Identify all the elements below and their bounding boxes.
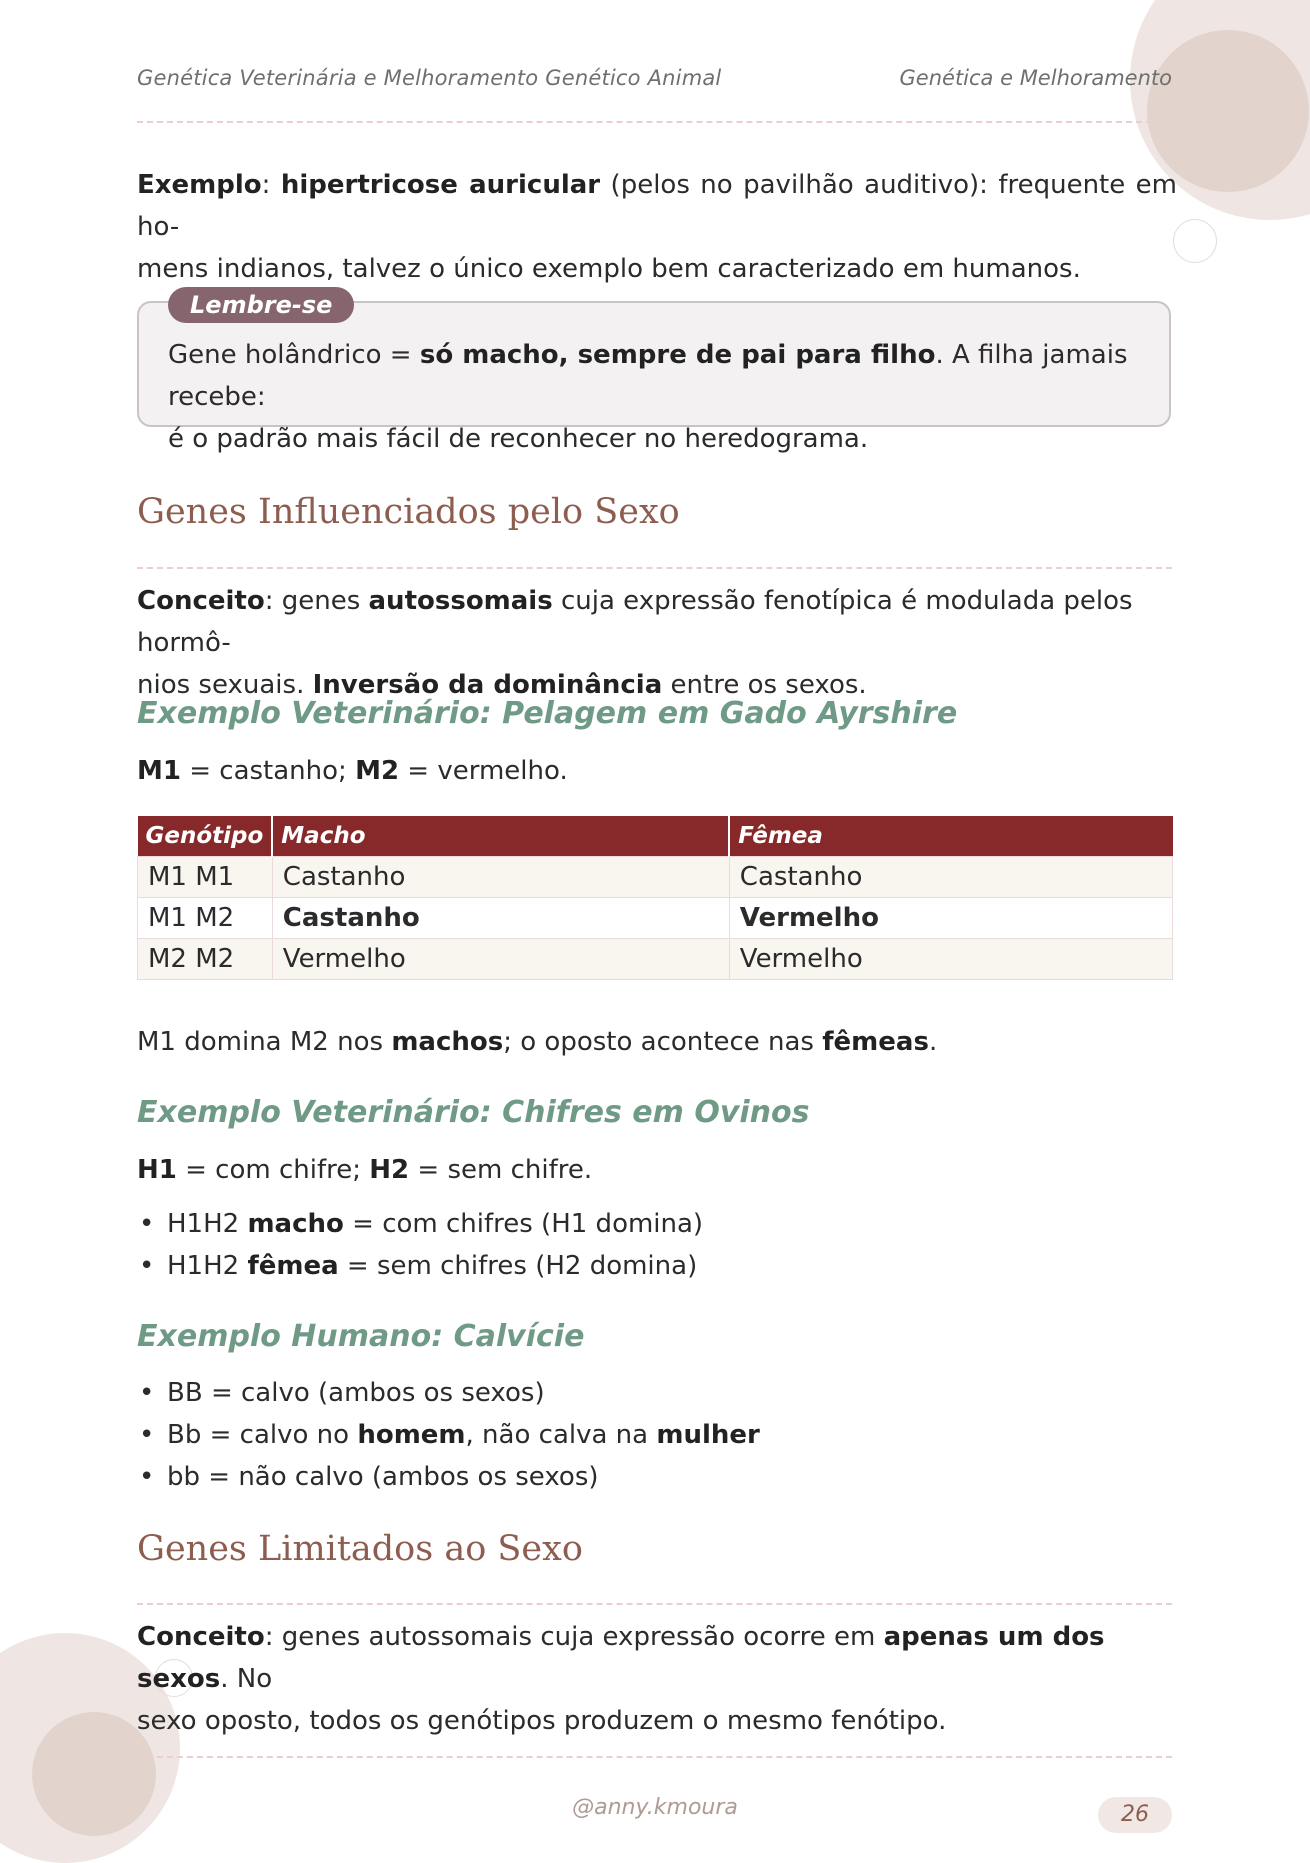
- running-header-left: Genética Veterinária e Melhoramento Genético Animal: [137, 66, 722, 90]
- table-cell: Vermelho: [729, 939, 1172, 980]
- allele-definition-h: H1 = com chifre; H2 = sem chifre.: [137, 1155, 593, 1185]
- subheading-ayrshire: Exemplo Veterinário: Pelagem em Gado Ayrshire: [137, 696, 958, 731]
- subheading-baldness: Exemplo Humano: Calvície: [137, 1319, 585, 1354]
- table-cell: Vermelho: [272, 939, 729, 980]
- table-cell: M2 M2: [138, 939, 273, 980]
- table-cell: Castanho: [272, 857, 729, 898]
- concept-paragraph-influenced: Conceito: genes autossomais cuja expressão fenotípica é modulada pelos hormô- nios sexuais. Inversão da dominância entre os sexos.: [137, 586, 1133, 700]
- table-cell: Castanho: [272, 898, 729, 939]
- remember-text: Gene holândrico = só macho, sempre de pai para filho. A filha jamais recebe: é o padrão mais fácil de reconhecer no heredograma.: [168, 340, 1128, 454]
- dominance-note: M1 domina M2 nos machos; o oposto acontece nas fêmeas.: [137, 1027, 938, 1057]
- concept-paragraph-limited: Conceito: genes autossomais cuja expressão ocorre em apenas um dos sexos. No sexo oposto, todos os genótipos produzem o mesmo fenótipo.: [137, 1622, 1105, 1736]
- list-item: • H1H2 macho = com chifres (H1 domina): [137, 1203, 703, 1245]
- table-cell: Vermelho: [729, 898, 1172, 939]
- list-item: • bb = não calvo (ambos os sexos): [137, 1456, 760, 1498]
- subheading-horns: Exemplo Veterinário: Chifres em Ovinos: [137, 1095, 810, 1130]
- list-item: • H1H2 fêmea = sem chifres (H2 domina): [137, 1245, 703, 1287]
- table-header-female: Fêmea: [729, 816, 1172, 857]
- example-paragraph: Exemplo: hipertricose auricular (pelos no pavilhão auditivo): frequente em ho- mens indianos, talvez o único exemplo bem caracterizado em humanos.: [137, 170, 1178, 284]
- remember-tag: Lembre-se: [168, 287, 354, 323]
- footer-divider: [137, 1756, 1172, 1758]
- allele-definition-m: M1 = castanho; M2 = vermelho.: [137, 756, 568, 786]
- table-cell: M1 M2: [138, 898, 273, 939]
- table-row: [138, 939, 1173, 980]
- baldness-list: [137, 1372, 760, 1498]
- decor-ring-top-right: [1173, 219, 1217, 263]
- running-header-right: Genética e Melhoramento: [899, 66, 1172, 90]
- table-header-male: Macho: [272, 816, 729, 857]
- header-divider: [137, 121, 1172, 123]
- list-item: • BB = calvo (ambos os sexos): [137, 1372, 760, 1414]
- section-title-limited: Genes Limitados ao Sexo: [137, 1529, 583, 1569]
- list-item: • Bb = calvo no homem, não calva na mulher: [137, 1414, 760, 1456]
- section-divider: [137, 567, 1172, 569]
- table-row: [138, 857, 1173, 898]
- horns-list: [137, 1203, 703, 1287]
- table-header-row: [138, 816, 1173, 857]
- section-title-influenced: Genes Influenciados pelo Sexo: [137, 492, 680, 532]
- genotype-table: [137, 816, 1173, 980]
- table-header-genotype: Genótipo: [138, 816, 273, 857]
- table-cell: Castanho: [729, 857, 1172, 898]
- table-cell: M1 M1: [138, 857, 273, 898]
- page-number: 26: [1098, 1797, 1172, 1833]
- table-row: [138, 898, 1173, 939]
- section-divider: [137, 1603, 1172, 1605]
- footer-handle: @anny.kmoura: [572, 1795, 738, 1820]
